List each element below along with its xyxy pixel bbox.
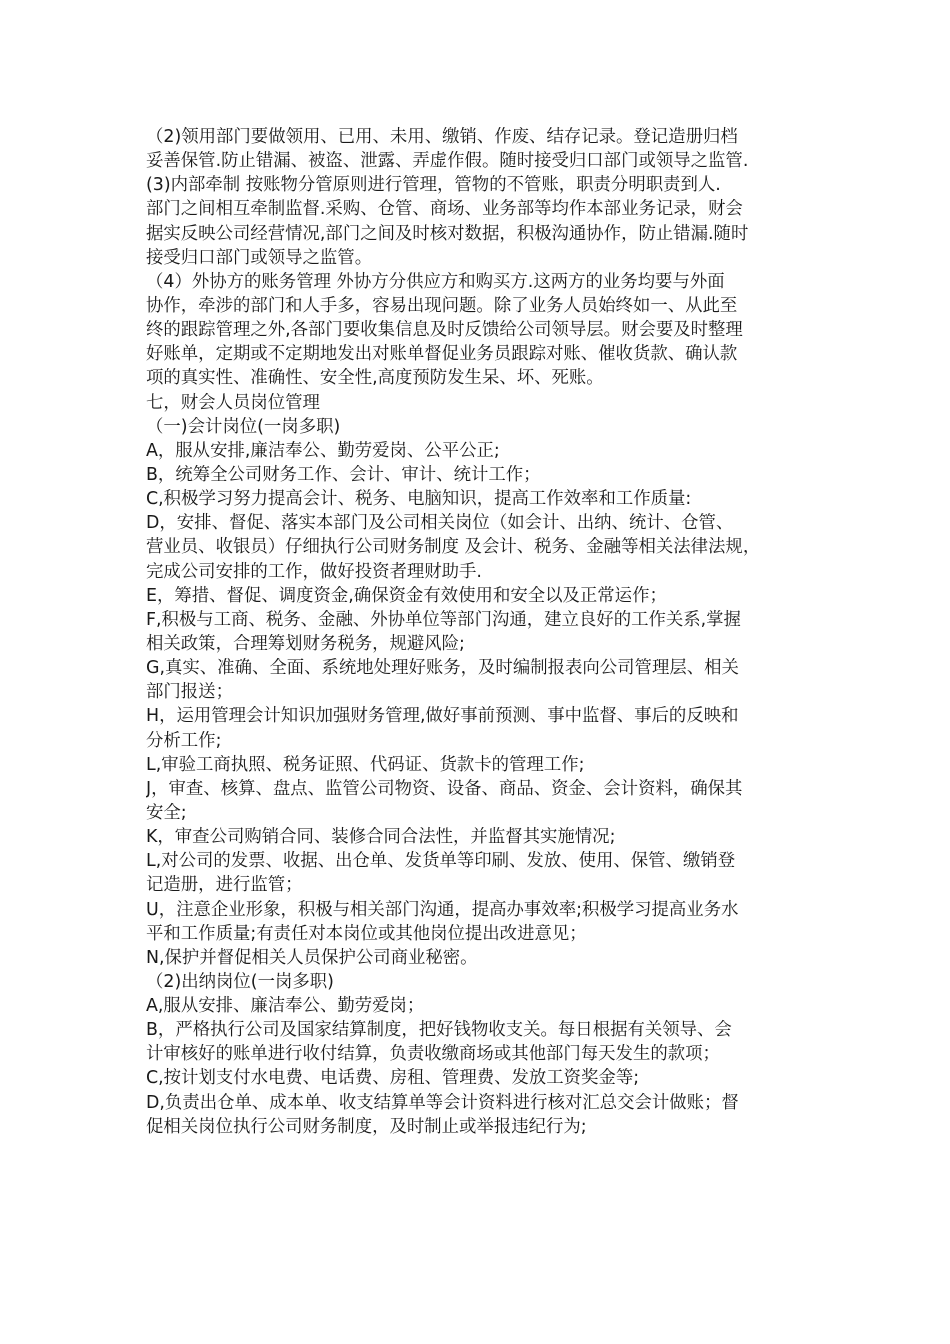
text-line: 项的真实性、准确性、安全性,高度预防发生呆、坏、死账。 [146, 368, 604, 389]
text-line: 部门之间相互牵制监督.采购、仓管、商场、业务部等均作本部业务记录，财会 [146, 199, 743, 220]
text-line: (3)内部牵制 按账物分管原则进行管理，管物的不管账，职责分明职责到人. [146, 175, 721, 196]
text-line: D,负责出仓单、成本单、收支结算单等会计资料进行核对汇总交会计做账；督 [146, 1092, 739, 1113]
document-body [146, 125, 806, 1139]
text-line: 协作，牵涉的部门和人手多，容易出现问题。除了业务人员始终如一、从此至 [146, 295, 738, 316]
text-line: E，筹措、督促、调度资金,确保资金有效使用和安全以及正常运作； [146, 585, 667, 606]
text-line: 接受归口部门或领导之监管。 [146, 247, 373, 268]
text-line: G,真实、准确、全面、系统地处理好账务，及时编制报表向公司管理层、相关 [146, 658, 739, 679]
text-line: N,保护并督促相关人员保护公司商业秘密。 [146, 947, 478, 968]
text-line: A，服从安排,廉洁奉公、勤劳爱岗、公平公正; [146, 440, 500, 461]
text-line: C,积极学习努力提高会计、税务、电脑知识，提高工作效率和工作质量: [146, 489, 692, 510]
text-line: 计审核好的账单进行收付结算，负责收缴商场或其他部门每天发生的款项； [146, 1044, 720, 1065]
text-line: B，统筹全公司财务工作、会计、审计、统计工作； [146, 464, 541, 485]
text-line: 部门报送； [146, 682, 233, 703]
text-line: 完成公司安排的工作，做好投资者理财助手. [146, 561, 482, 582]
text-line: C,按计划支付水电费、电话费、房租、管理费、发放工资奖金等; [146, 1068, 640, 1089]
subsection-heading: （一)会计岗位(一岗多职) [146, 416, 341, 437]
text-line: 记造册，进行监管； [146, 875, 303, 896]
text-line: J，审查、核算、盘点、监管公司物资、设备、商品、资金、会计资料，确保其 [146, 778, 743, 799]
text-line: A,服从安排、廉洁奉公、勤劳爱岗； [146, 996, 425, 1017]
text-line: H，运用管理会计知识加强财务管理,做好事前预测、事中监督、事后的反映和 [146, 706, 739, 727]
text-line: 终的跟踪管理之外,各部门要收集信息及时反馈给公司领导层。财会要及时整理 [146, 320, 743, 341]
text-line: 促相关岗位执行公司财务制度，及时制止或举报违纪行为; [146, 1116, 587, 1137]
text-line: 妥善保管.防止错漏、被盗、泄露、弄虚作假。随时接受归口部门或领导之监管. [146, 151, 749, 172]
text-line: 相关政策，合理筹划财务税务，规避风险; [146, 633, 465, 654]
text-line: 据实反映公司经营情况,部门之间及时核对数据，积极沟通协作，防止错漏.随时 [146, 223, 749, 244]
text-line: D，安排、督促、落实本部门及公司相关岗位（如会计、出纳、统计、仓管、 [146, 513, 734, 534]
text-line: K，审查公司购销合同、装修合同合法性，并监督其实施情况; [146, 827, 616, 848]
text-line: 分析工作; [146, 730, 222, 751]
text-line: F,积极与工商、税务、金融、外协单位等部门沟通，建立良好的工作关系,掌握 [146, 609, 741, 630]
text-line: （4）外协方的账务管理 外协方分供应方和购买方.这两方的业务均要与外面 [146, 271, 725, 292]
text-line: B，严格执行公司及国家结算制度，把好钱物收支关。每日根据有关领导、会 [146, 1020, 732, 1041]
subsection-heading: （2)出纳岗位(一岗多职) [146, 971, 334, 992]
text-line: L,审验工商执照、税务证照、代码证、货款卡的管理工作; [146, 754, 585, 775]
text-line: 好账单，定期或不定期地发出对账单督促业务员跟踪对账、催收货款、确认款 [146, 344, 738, 365]
text-line: 安全; [146, 802, 187, 823]
text-line: 营业员、收银员）仔细执行公司财务制度 及会计、税务、金融等相关法律法规， [146, 537, 761, 558]
text-line: L,对公司的发票、收据、出仓单、发货单等印刷、发放、使用、保管、缴销登 [146, 851, 736, 872]
text-line: （2)领用部门要做领用、已用、未用、缴销、作废、结存记录。登记造册归档 [146, 127, 738, 147]
text-line: 平和工作质量;有责任对本岗位或其他岗位提出改进意见； [146, 923, 587, 944]
section-heading: 七，财会人员岗位管理 [146, 392, 320, 413]
text-line: U，注意企业形象，积极与相关部门沟通，提高办事效率;积极学习提高业务水 [146, 899, 739, 920]
